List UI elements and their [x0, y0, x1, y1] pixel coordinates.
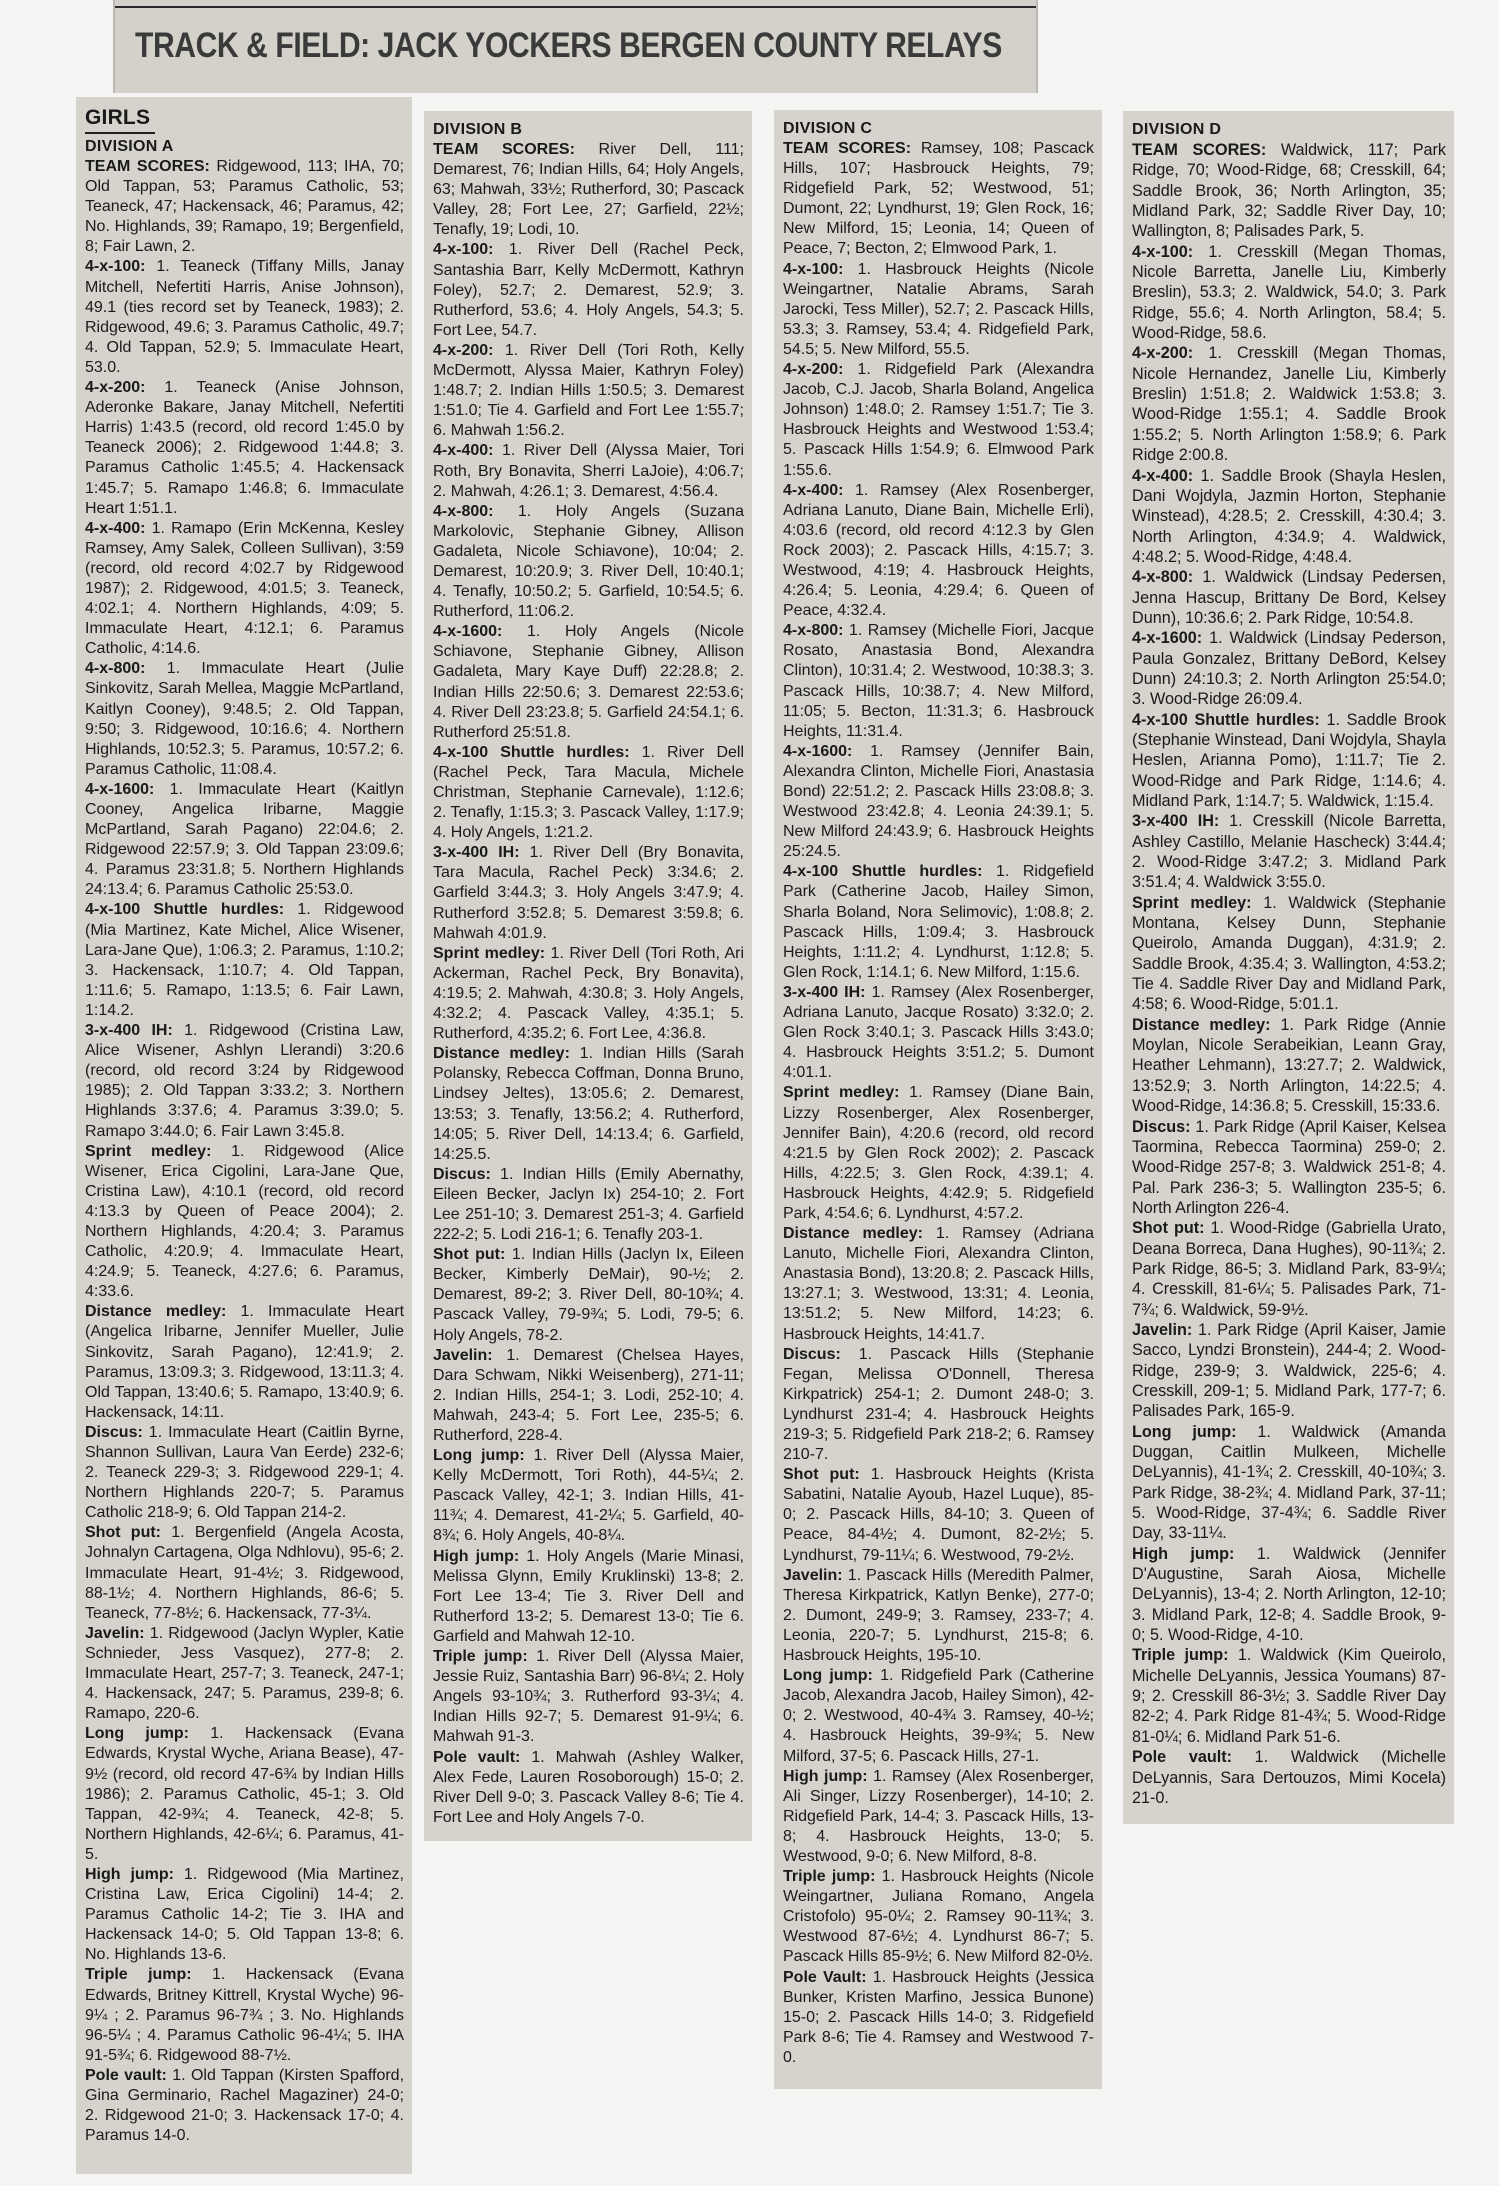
- event-results: 1. Bergenfield (Angela Acosta, Johnalyn Cartagena, Olga Ndhlovu), 95-6; 2. Immaculate Heart, 91-4½; 3. Ridgewood, 88-1½; 4. Northern Highlands, 86-6; 5. Teaneck, 77-8½; 6. Hackensack, 77-3¼.: [85, 1524, 404, 1622]
- result-entry: [783, 139, 1094, 260]
- event-label: 3-x-400 IH:: [85, 1022, 173, 1040]
- event-label: Javelin:: [1132, 1320, 1193, 1339]
- result-entry: [1132, 242, 1446, 344]
- event-results: 1. Ramsey (Alex Rosenberger, Adriana Lanuto, Diane Bain, Michelle Erli), 4:03.6 (record, old record 4:12.3 by Glen Rock 2003); 2. Pascack Hills, 4:15.7; 3. Westwood, 4:19; 4. Hasbrouck Heights, 4:26.4; 5. Leonia, 4:29.4; 6. Queen of Peace, 4:32.4.: [783, 481, 1094, 620]
- event-results: 1. Immaculate Heart (Julie Sinkovitz, Sarah Mellea, Maggie McPartland, Kaitlyn Cooney), 9:48.5; 2. Old Tappan, 9:50; 3. Ridgewood, 10:16.6; 4. Northern Highlands, 10:52.3; 5. Paramus, 10:57.2; 6. Paramus Catholic, 11:08.4.: [85, 660, 404, 778]
- event-label: 4-x-1600:: [1132, 629, 1203, 648]
- event-label: Javelin:: [433, 1346, 493, 1364]
- result-entry: [433, 140, 744, 240]
- event-results: 1. Mahwah (Ashley Walker, Alex Fede, Lauren Rosoborough) 15-0; 2. River Dell 9-0; 3. Pascack Valley 8-6; Tie 4. Fort Lee and Holy Angels 7-0.: [433, 1748, 745, 1826]
- event-label: 3-x-400 IH:: [783, 983, 866, 1001]
- result-entry: [85, 1965, 404, 2065]
- event-results: 1. Holy Angels (Marie Minasi, Melissa Glynn, Emily Kruklinski) 13-8; 2. Fort Lee 13-4; Tie 3. River Dell and Rutherford 13-2; 5. Demarest 13-0; Tie 6. Garfield and Mahwah 12-10.: [433, 1547, 744, 1645]
- event-label: 4-x-100 Shuttle hurdles:: [783, 863, 983, 881]
- event-results: 1. Ridgewood (Mia Martinez, Kate Michel, Alice Wisener, Lara-Jane Que), 1:06.3; 2. Paramus, 1:10.2; 3. Hackensack, 1:10.7; 4. Old Tappan, 1:11.6; 5. Ramapo, 1:13.5; 6. Fair Lawn, 1:14.2.: [85, 901, 404, 1019]
- result-entry: [1132, 1218, 1446, 1320]
- event-results: 1. River Dell (Alyssa Maier, Jessie Ruiz, Santashia Barr) 96-8¼; 2. Holy Angels 93-10¾; 3. Rutherford 93-3¼; 4. Indian Hills 92-7; 5. Demarest 91-9¼; 6. Mahwah 91-3.: [433, 1648, 745, 1746]
- result-entry: [1132, 343, 1446, 465]
- event-label: 4-x-200:: [85, 379, 146, 397]
- result-entry: [433, 341, 744, 441]
- event-results: 1. Saddle Brook (Shayla Heslen, Dani Wojdyla, Jazmin Horton, Stephanie Winstead), 4:28.5; 2. Cresskill, 4:30.4; 3. North Arlington, 4:34.9; 4. Waldwick, 4:48.2; 5. Wood-Ridge, 4:48.4.: [1132, 466, 1446, 566]
- headline-rule: [115, 6, 1036, 8]
- event-label: TEAM SCORES:: [433, 141, 575, 158]
- event-label: Distance medley:: [433, 1045, 570, 1063]
- result-entry: [783, 1867, 1094, 1967]
- result-entry: [783, 621, 1094, 742]
- result-entry: [783, 1345, 1094, 1466]
- result-entry: [1132, 466, 1446, 568]
- result-entry: [433, 1346, 744, 1446]
- result-entry: [783, 260, 1094, 360]
- result-entry: [1132, 1645, 1446, 1747]
- event-results: 1. Waldwick (Stephanie Montana, Kelsey Dunn, Stephanie Queirolo, Amanda Duggan), 4:31.9; 2. Saddle Brook, 4:35.4; 3. Wallington, 4:53.2; Tie 4. Saddle River Day and Midland Park, 4:58; 6. Wood-Ridge, 5:01.1.: [1132, 893, 1447, 1014]
- event-results: 1. Ridgefield Park (Alexandra Jacob, C.J. Jacob, Sharla Boland, Angelica Johnson) 1:48.0; 2. Ramsey 1:51.7; Tie 3. Hasbrouck Heights and Westwood 1:53.4; 5. Pascack Hills 1:54.9; 6. Elmwood Park 1:55.6.: [783, 361, 1094, 479]
- result-entry: [1132, 628, 1446, 709]
- event-label: Shot put:: [1132, 1219, 1205, 1238]
- result-entry: [1132, 1422, 1446, 1544]
- result-entry: [85, 157, 404, 257]
- event-results: 1. River Dell (Tori Roth, Kelly McDermott, Alyssa Maier, Kathryn Foley) 1:48.7; 2. Indian Hills 1:50.5; 3. Demarest 1:51.0; Tie 4. Garfield and Fort Lee 1:55.7; 6. Mahwah 1:56.2.: [433, 341, 744, 440]
- division-heading: DIVISION C: [783, 120, 873, 137]
- result-entry: [85, 1624, 404, 1724]
- section-rule: [85, 132, 155, 134]
- result-entry: [85, 2066, 404, 2146]
- result-entry: [783, 360, 1094, 481]
- event-results: 1. Cresskill (Megan Thomas, Nicole Hernandez, Janelle Liu, Kimberly Breslin) 1:51.8; 2. Waldwick 1:53.8; 3. Wood-Ridge 1:55.1; 4. Saddle Brook 1:55.2; 5. North Arlington 1:58.9; 6. Park Ridge 2:00.8.: [1132, 344, 1446, 465]
- result-entry: [85, 1302, 404, 1423]
- result-entry: [1132, 1544, 1446, 1646]
- event-results: Waldwick, 117; Park Ridge, 70; Wood-Ridge, 68; Cresskill, 64; Saddle Brook, 36; North Arlington, 35; Midland Park, 32; Saddle River Day, 10; Wallington, 8; Palisades Park, 5.: [1132, 141, 1446, 241]
- event-results: 1. Indian Hills (Jaclyn Ix, Eileen Becker, Kimberly DeMair), 90-½; 2. Demarest, 89-2; 3. River Dell, 80-10¾; 4. Pascack Valley, 79-9¾; 5. Lodi, 79-5; 6. Holy Angels, 78-2.: [433, 1246, 744, 1344]
- event-results: 1. Park Ridge (April Kaiser, Jamie Sacco, Lyndzi Bronstein), 244-4; 2. Wood-Ridge, 239-9; 3. Waldwick, 225-6; 4. Cresskill, 209-1; 5. Midland Park, 177-7; 6. Palisades Park, 165-9.: [1132, 1320, 1446, 1421]
- event-label: 4-x-1600:: [433, 623, 503, 641]
- division-b-column: [424, 111, 752, 1841]
- event-results: 1. Teaneck (Tiffany Mills, Janay Mitchell, Nefertiti Harris, Anise Johnson), 49.1 (ties record set by Teaneck, 1983); 2. Ridgewood, 49.6; 3. Paramus Catholic, 49.7; 4. Old Tappan, 52.9; 5. Immaculate Heart, 53.0.: [85, 258, 404, 376]
- result-entry: [433, 1165, 744, 1245]
- result-entry: [433, 1446, 744, 1546]
- event-results: 1. River Dell (Bry Bonavita, Tara Macula, Rachel Peck) 3:34.6; 2. Garfield 3:44.3; 3. Holy Angels 3:47.9; 4. Rutherford 3:52.8; 5. Demarest 3:59.8; 6. Mahwah 4:01.9.: [433, 844, 744, 942]
- result-entry: [433, 1245, 744, 1345]
- event-results: 1. Cresskill (Nicole Barretta, Ashley Castillo, Melanie Hascheck) 3:44.4; 2. Wood-Ridge 3:47.2; 3. Midland Park 3:51.4; 4. Waldwick 3:55.0.: [1132, 812, 1446, 892]
- result-entry: [85, 1865, 404, 1965]
- result-entry: [783, 1666, 1094, 1766]
- event-results: 1. Ridgewood (Cristina Law, Alice Wisener, Ashlyn Llerandi) 3:20.6 (record, old record 3:24 by Ridgewood 1985); 2. Old Tappan 3:33.2; 3. Northern Highlands 3:37.6; 4. Paramus 3:39.0; 5. Ramapo 3:44.0; 6. Fair Lawn 3:45.8.: [85, 1022, 405, 1140]
- event-label: Sprint medley:: [433, 944, 546, 962]
- event-label: Long jump:: [433, 1447, 525, 1465]
- event-label: 4-x-400:: [1132, 466, 1194, 485]
- event-label: 4-x-800:: [1132, 568, 1194, 587]
- result-entry: [433, 1044, 744, 1165]
- result-entry: [433, 441, 744, 501]
- event-results: 1. Hackensack (Evana Edwards, Krystal Wyche, Ariana Bease), 47-9½ (record, old record 47-6¾ by Indian Hills 1986); 2. Paramus Catholic, 45-1; 3. Old Tappan, 42-9¾; 4. Teaneck, 42-8; 5. Northern Highlands, 42-6¼; 6. Paramus, 41-5.: [85, 1725, 404, 1863]
- result-entry: [1132, 811, 1446, 892]
- event-results: 1. Ramsey (Michelle Fiori, Jacque Rosato, Anastasia Bond, Alexandra Clinton), 10:31.4; 2. Westwood, 10:38.3; 3. Pascack Hills, 10:38.7; 4. New Milford, 11:05; 5. Becton, 11:31.3; 6. Hasbrouck Heights, 11:31.4.: [783, 622, 1094, 740]
- event-results: 1. River Dell (Rachel Peck, Tara Macula, Michele Christman, Stephanie Carnevale), 1:12.6; 2. Tenafly, 1:15.3; 3. Pascack Valley, 1:17.9; 4. Holy Angels, 1:21.2.: [433, 743, 744, 842]
- event-label: Discus:: [1132, 1117, 1191, 1136]
- event-label: Long jump:: [783, 1667, 873, 1685]
- event-label: Sprint medley:: [783, 1084, 900, 1102]
- event-results: 1. Waldwick (Kim Queirolo, Michelle DeLyannis, Jessica Youmans) 87-9; 2. Cresskill 86-3½; 3. Saddle River Day 82-2; 4. Park Ridge 81-4¾; 5. Wood-Ridge 81-0¼; 6. Midland Park 51-6.: [1132, 1646, 1446, 1746]
- result-entry: [783, 983, 1094, 1083]
- event-results: 1. Waldwick (Lindsay Pederson, Paula Gonzalez, Brittany DeBord, Kelsey Dunn) 24:10.3; 2. North Arlington 25:54.0; 3. Wood-Ridge 26:09.4.: [1132, 629, 1446, 709]
- event-label: 4-x-1600:: [783, 742, 853, 760]
- division-heading: DIVISION D: [1132, 121, 1222, 138]
- event-results: 1. Immaculate Heart (Angelica Iribarne, Jennifer Mueller, Julie Sinkovitz, Sarah Pagano), 12:41.9; 2. Paramus, 13:09.3; 3. Ridgewood, 13:11.3; 4. Old Tappan, 13:40.6; 5. Ramapo, 13:40.9; 6. Hackensack, 14:11.: [85, 1303, 405, 1421]
- event-results: 1. Pascack Hills (Meredith Palmer, Theresa Kirkpatrick, Katlyn Benke), 277-0; 2. Dumont, 249-9; 3. Ramsey, 233-7; 4. Leonia, 220-7; 5. Lyndhurst, 215-8; 6. Hasbrouck Heights, 195-10.: [783, 1566, 1094, 1665]
- result-entry: [85, 257, 404, 378]
- result-entry: [783, 1968, 1094, 2068]
- event-results: 1. Wood-Ridge (Gabriella Urato, Deana Borreca, Dana Hughes), 90-11¾; 2. Park Ridge, 86-5; 3. Midland Park, 83-9¼; 4. Cresskill, 81-6¼; 5. Palisades Park, 71-7¾; 6. Waldwick, 59-9½.: [1132, 1219, 1446, 1319]
- result-entry: [85, 1021, 404, 1142]
- event-label: Discus:: [433, 1165, 491, 1183]
- event-results: 1. Hackensack (Evana Edwards, Britney Kittrell, Krystal Wyche) 96-9¼ ; 2. Paramus 96-7¾ ; 3. No. Highlands 96-5¼ ; 4. Paramus Catholic 96-4¼; 5. IHA 91-5¾; 6. Ridgewood 88-7½.: [85, 1966, 404, 2064]
- result-entry: [1132, 1015, 1446, 1117]
- event-label: Sprint medley:: [1132, 893, 1252, 912]
- result-entry: [783, 742, 1094, 863]
- event-label: Triple jump:: [783, 1868, 876, 1886]
- event-label: Long jump:: [85, 1725, 189, 1743]
- result-entry: [85, 1724, 404, 1865]
- result-entry: [433, 843, 744, 943]
- result-entry: [1132, 1320, 1446, 1422]
- event-label: 4-x-1600:: [85, 780, 155, 798]
- event-label: Javelin:: [783, 1566, 843, 1584]
- event-results: 1. Waldwick (Jennifer D'Augustine, Sarah Aiosa, Michelle DeLyannis), 13-4; 2. North Arlington, 12-10; 3. Midland Park, 12-8; 4. Saddle Brook, 9-0; 5. Wood-Ridge, 4-10.: [1132, 1544, 1446, 1645]
- headline-clipping: [113, 0, 1038, 93]
- result-entry: [783, 481, 1094, 622]
- event-results: 1. Immaculate Heart (Caitlin Byrne, Shannon Sullivan, Laura Van Eerde) 232-6; 2. Teaneck 229-3; 3. Ridgewood 229-1; 4. Northern Highlands 220-7; 5. Paramus Catholic 218-9; 6. Old Tappan 214-2.: [85, 1423, 404, 1522]
- division-a-column: [76, 97, 412, 2174]
- result-entry: [85, 900, 404, 1021]
- event-label: 3-x-400 IH:: [433, 844, 520, 862]
- result-entry: [783, 1566, 1094, 1666]
- event-label: 4-x-200:: [433, 341, 494, 359]
- event-label: Triple jump:: [85, 1966, 192, 1984]
- event-results: 1. Indian Hills (Sarah Polansky, Rebecca Coffman, Donna Bruno, Lindsey Jeltes), 13:05.6; 2. Demarest, 13:53; 3. Tenafly, 13:56.2; 4. Rutherford, 14:05; 5. River Dell, 14:13.4; 6. Garfield, 14:25.5.: [433, 1045, 745, 1163]
- event-results: 1. River Dell (Alyssa Maier, Tori Roth, Bry Bonavita, Sherri LaJoie), 4:06.7; 2. Mahwah, 4:26.1; 3. Demarest, 4:56.4.: [433, 442, 744, 500]
- division-c-column: [774, 110, 1102, 2089]
- event-results: 1. Hasbrouck Heights (Nicole Weingartner, Juliana Romano, Angela Cristofolo) 95-0¼; 2. Ramsey 90-11¾; 3. Westwood 87-6½; 4. Lyndhurst 86-7; 5. Pascack Hills 85-9½; 6. New Milford 82-0½.: [783, 1868, 1095, 1966]
- event-results: 1. Hasbrouck Heights (Jessica Bunker, Kristen Marfino, Jessica Bunone) 15-0; 2. Pascack Hills 14-0; 3. Ridgefield Park 8-6; Tie 4. Ramsey and Westwood 7-0.: [783, 1968, 1094, 2066]
- event-results: 1. Ramsey (Alex Rosenberger, Ali Singer, Lizzy Rosenberger), 14-10; 2. Ridgefield Park, 14-4; 3. Pascack Hills, 13-8; 4. Hasbrouck Heights, 13-0; 5. Westwood, 9-0; 6. New Milford, 8-8.: [783, 1767, 1094, 1865]
- result-entry: [783, 1224, 1094, 1345]
- result-entry: [85, 659, 404, 780]
- event-label: Distance medley:: [783, 1225, 923, 1243]
- event-results: 1. Immaculate Heart (Kaitlyn Cooney, Angelica Iribarne, Maggie McPartland, Sarah Pagano) 22:04.6; 2. Ridgewood 22:57.9; 3. Old Tappan 23:09.6; 4. Paramus 23:31.8; 5. Northern Highlands 24:13.4; 6. Paramus Catholic 25:53.0.: [85, 780, 404, 899]
- event-results: 1. Holy Angels (Nicole Schiavone, Stephanie Gibney, Allison Gadaleta, Mary Kaye Duff) 22:28.8; 2. Indian Hills 22:50.6; 3. Demarest 22:53.6; 4. River Dell 23:23.8; 5. Garfield 24:54.1; 6. Rutherford 25:51.8.: [433, 623, 744, 741]
- event-label: Shot put:: [85, 1524, 162, 1542]
- event-label: 4-x-100:: [85, 258, 146, 276]
- event-label: 4-x-800:: [85, 660, 146, 678]
- result-entry: [783, 1465, 1094, 1565]
- event-results: 1. Ridgefield Park (Catherine Jacob, Hailey Simon, Sharla Boland, Nora Selimovic), 1:08.8; 2. Pascack Hills, 1:09.4; 3. Hasbrouck Heights, 1:11.2; 4. Lyndhurst, 1:12.8; 5. Glen Rock, 1:14.1; 6. New Milford, 1:15.6.: [783, 863, 1095, 981]
- event-results: 1. Waldwick (Lindsay Pedersen, Jenna Hascup, Brittany De Bord, Kelsey Dunn), 10:36.6; 2. Park Ridge, 10:54.8.: [1132, 568, 1446, 627]
- event-label: Triple jump:: [433, 1648, 528, 1666]
- result-entry: [433, 944, 744, 1044]
- event-results: 1. Ramsey (Diane Bain, Lizzy Rosenberger, Alex Rosenberger, Jennifer Bain), 4:20.6 (record, old record 4:21.5 by Glen Rock 2002); 2. Pascack Hills, 4:22.5; 3. Glen Rock, 4:39.1; 4. Hasbrouck Heights, 4:42.9; 5. Ridgefield Park, 4:54.6; 6. Lyndhurst, 4:57.2.: [783, 1084, 1095, 1222]
- event-label: 4-x-400:: [783, 481, 844, 499]
- event-label: Sprint medley:: [85, 1142, 212, 1160]
- result-entry: [85, 1423, 404, 1523]
- result-entry: [85, 519, 404, 660]
- event-label: Distance medley:: [1132, 1015, 1271, 1034]
- event-label: 4-x-800:: [433, 502, 494, 520]
- event-results: 1. Demarest (Chelsea Hayes, Dara Schwam, Nikki Weisenberg), 271-11; 2. Indian Hills, 254-1; 3. Lodi, 252-10; 4. Mahwah, 243-4; 5. Fort Lee, 235-5; 6. Rutherford, 228-4.: [433, 1346, 744, 1444]
- event-label: High jump:: [85, 1865, 175, 1883]
- event-label: 4-x-100:: [1132, 242, 1194, 261]
- result-entry: [433, 502, 744, 623]
- event-results: 1. Ridgewood (Mia Martinez, Cristina Law, Erica Cigolini) 14-4; 2. Paramus Catholic 14-2; Tie 3. IHA and Hackensack 14-0; 5. Old Tappan 13-8; 6. No. Highlands 13-6.: [85, 1865, 404, 1964]
- event-label: Javelin:: [85, 1624, 145, 1642]
- event-label: 4-x-400:: [433, 442, 494, 460]
- event-label: 3-x-400 IH:: [1132, 812, 1220, 831]
- girls-section-heading: GIRLS: [85, 106, 151, 129]
- event-label: Pole vault:: [433, 1748, 521, 1766]
- event-results: 1. Indian Hills (Emily Abernathy, Eileen Becker, Jaclyn Ix) 254-10; 2. Fort Lee 251-10; 3. Demarest 251-3; 4. Garfield 222-2; 5. Lodi 216-1; 6. Tenafly 203-1.: [433, 1165, 744, 1244]
- result-entry: [433, 240, 744, 340]
- headline-title: TRACK & FIELD: JACK YOCKERS BERGEN COUNTY RELAYS: [135, 26, 1002, 65]
- event-results: 1. Ridgefield Park (Catherine Jacob, Alexandra Jacob, Hailey Simon), 42-0; 2. Westwood, 40-4¾ 3. Ramsey, 40-½; 4. Hasbrouck Heights, 39-9¾; 5. New Milford, 37-5; 6. Pascack Hills, 27-1.: [783, 1667, 1094, 1765]
- event-label: TEAM SCORES:: [783, 140, 912, 157]
- result-entry: [433, 1647, 744, 1747]
- event-results: 1. Cresskill (Megan Thomas, Nicole Barretta, Janelle Liu, Kimberly Breslin), 53.3; 2. Waldwick, 54.0; 3. Park Ridge, 55.6; 4. North Arlington, 58.4; 5. Wood-Ridge, 58.6.: [1132, 242, 1446, 343]
- event-results: 1. Waldwick (Michelle DeLyannis, Sara Dertouzos, Mimi Kocela) 21-0.: [1132, 1748, 1446, 1807]
- division-heading: DIVISION A: [85, 138, 174, 155]
- event-results: 1. Ramsey (Alex Rosenberger, Adriana Lanuto, Jacque Rosato) 3:32.0; 2. Glen Rock 3:40.1; 3. Pascack Hills 3:43.0; 4. Hasbrouck Heights 3:51.2; 5. Dumont 4:01.1.: [783, 983, 1095, 1082]
- event-results: 1. Teaneck (Anise Johnson, Aderonke Bakare, Janay Mitchell, Nefertiti Harris) 1:43.5 (record, old record 1:45.0 by Teaneck 2006); 2. Ridgewood 1:44.8; 3. Paramus Catholic 1:45.5; 4. Hackensack 1:45.7; 5. Ramapo 1:46.8; 6. Immaculate Heart 1:51.1.: [85, 379, 404, 517]
- event-label: High jump:: [783, 1767, 868, 1785]
- result-entry: [433, 743, 744, 843]
- event-results: 1. Ramsey (Jennifer Bain, Alexandra Clinton, Michelle Fiori, Anastasia Bond) 22:51.2; 2. Pascack Hills 23:08.8; 3. Westwood 23:42.8; 4. Leonia 24:39.1; 5. New Milford 24:43.9; 6. Hasbrouck Heights 25:24.5.: [783, 742, 1094, 861]
- event-results: 1. River Dell (Tori Roth, Ari Ackerman, Rachel Peck, Bry Bonavita), 4:19.5; 2. Mahwah, 4:30.8; 3. Holy Angels, 4:32.2; 4. Pascack Valley, 4:35.1; 5. Rutherford, 4:35.2; 6. Fort Lee, 4:36.8.: [433, 944, 744, 1043]
- result-entry: [1132, 1117, 1446, 1219]
- event-results: Ridgewood, 113; IHA, 70; Old Tappan, 53; Paramus Catholic, 53; Teaneck, 47; Hackensack, 46; Paramus, 42; No. Highlands, 39; Ramapo, 19; Bergenfield, 8; Fair Lawn, 2.: [85, 158, 405, 256]
- event-results: 1. Ridgewood (Jaclyn Wypler, Katie Schnieder, Jess Vasquez), 277-8; 2. Immaculate Heart, 257-7; 3. Teaneck, 247-1; 4. Hackensack, 247; 5. Paramus, 239-8; 6. Ramapo, 220-6.: [85, 1624, 404, 1723]
- event-label: 4-x-100 Shuttle hurdles:: [1132, 710, 1320, 729]
- event-results: 1. River Dell (Rachel Peck, Santashia Barr, Kelly McDermott, Kathryn Foley), 52.7; 2. Demarest, 52.9; 3. Rutherford, 53.6; 4. Holy Angels, 54.3; 5. Fort Lee, 54.7.: [433, 241, 744, 339]
- event-results: 1. Park Ridge (Annie Moylan, Nicole Serabeikian, Leann Gray, Heather Lehmann), 13:27.7; 2. Waldwick, 13:52.9; 3. North Arlington, 14:22.5; 4. Wood-Ridge, 14:36.8; 5. Cresskill, 15:33.6.: [1132, 1015, 1446, 1116]
- event-results: 1. Pascack Hills (Stephanie Fegan, Melissa O'Donnell, Theresa Kirkpatrick) 254-1; 2. Dumont 248-0; 3. Lyndhurst 231-4; 4. Hasbrouck Heights 219-3; 5. Ridgefield Park 218-2; 6. Ramsey 210-7.: [783, 1345, 1094, 1464]
- result-entry: [433, 1748, 744, 1828]
- result-entry: [433, 1547, 744, 1647]
- event-results: Ramsey, 108; Pascack Hills, 107; Hasbrouck Heights, 79; Ridgefield Park, 52; Westwood, 51; Dumont, 22; Lyndhurst, 19; Glen Rock, 16; New Milford, 15; Leonia, 14; Queen of Peace, 7; Becton, 2; Elmwood Park, 1.: [783, 140, 1094, 258]
- event-results: 1. Park Ridge (April Kaiser, Kelsea Taormina, Rebecca Taormina) 259-0; 2. Wood-Ridge 257-8; 3. Waldwick 251-8; 4. Pal. Park 236-3; 5. Wallington 235-5; 6. North Arlington 226-4.: [1132, 1117, 1446, 1217]
- division-d-column: [1123, 111, 1454, 1824]
- event-label: Triple jump:: [1132, 1646, 1229, 1665]
- event-results: 1. Saddle Brook (Stephanie Winstead, Dani Wojdyla, Shayla Heslen, Arianna Pomo), 1:11.7; Tie 2. Wood-Ridge and Park Ridge, 1:14.6; 4. Midland Park, 1:14.7; 5. Waldwick, 1:15.4.: [1132, 710, 1446, 810]
- result-entry: [85, 1523, 404, 1623]
- result-entry: [783, 1083, 1094, 1224]
- result-entry: [1132, 567, 1446, 628]
- event-label: Pole vault:: [85, 2066, 167, 2084]
- result-entry: [85, 378, 404, 519]
- event-results: 1. Ramapo (Erin McKenna, Kesley Ramsey, Amy Salek, Colleen Sullivan), 3:59 (record, old record 4:02.7 by Ridgewood 1987); 2. Ridgewood, 4:01.5; 3. Teaneck, 4:02.1; 4. Northern Highlands, 4:09; 5. Immaculate Heart, 4:12.1; 6. Paramus Catholic, 4:14.6.: [85, 519, 404, 658]
- event-label: TEAM SCORES:: [1132, 141, 1267, 159]
- result-entry: [783, 862, 1094, 983]
- event-results: 1. Ramsey (Adriana Lanuto, Michelle Fiori, Alexandra Clinton, Anastasia Bond), 13:20.8; 2. Pascack Hills, 13:27.1; 3. Westwood, 13:31; 4. Leonia, 13:51.2; 5. New Milford, 14:23; 6. Hasbrouck Heights, 14:41.7.: [783, 1225, 1094, 1343]
- division-heading: DIVISION B: [433, 121, 523, 138]
- event-label: 4-x-400:: [85, 519, 146, 537]
- event-label: 4-x-800:: [783, 622, 844, 640]
- event-results: 1. Hasbrouck Heights (Krista Sabatini, Natalie Ayoub, Hazel Luque), 85-0; 2. Pascack Hills, 84-10; 3. Queen of Peace, 84-4½; 4. Dumont, 82-2½; 5. Lyndhurst, 79-11¼; 6. Westwood, 79-2½.: [783, 1466, 1095, 1564]
- result-entry: [1132, 710, 1446, 812]
- event-label: 4-x-100 Shuttle hurdles:: [85, 901, 285, 919]
- event-label: 4-x-100:: [433, 241, 494, 259]
- result-entry: [85, 1142, 404, 1303]
- event-label: 4-x-200:: [783, 361, 844, 379]
- event-label: Discus:: [783, 1345, 841, 1363]
- event-results: 1. Waldwick (Amanda Duggan, Caitlin Mulkeen, Michelle DeLyannis), 41-1¾; 2. Cresskill, 40-10¾; 3. Park Ridge, 38-2¾; 4. Midland Park, 37-11; 5. Wood-Ridge, 37-4¾; 6. Saddle River Day, 33-11¼.: [1132, 1422, 1447, 1543]
- result-entry: [433, 622, 744, 743]
- event-label: Distance medley:: [85, 1303, 227, 1321]
- event-results: 1. River Dell (Alyssa Maier, Kelly McDermott, Tori Roth), 44-5¼; 2. Pascack Valley, 42-1; 3. Indian Hills, 41-11¾; 4. Demarest, 41-2¼; 5. Garfield, 40-8¾; 6. Holy Angels, 40-8¼.: [433, 1447, 744, 1545]
- result-entry: [1132, 1747, 1446, 1808]
- event-label: High jump:: [1132, 1544, 1235, 1563]
- event-results: 1. Old Tappan (Kirsten Spafford, Gina Germinario, Rachel Magaziner) 24-0; 2. Ridgewood 21-0; 3. Hackensack 17-0; 4. Paramus 14-0.: [85, 2066, 405, 2145]
- event-label: 4-x-100:: [783, 260, 844, 278]
- event-results: 1. Holy Angels (Suzana Markolovic, Stephanie Gibney, Allison Gadaleta, Nicole Schiavone), 10:04; 2. Demarest, 10:20.9; 3. River Dell, 10:40.1; 4. Tenafly, 10:50.2; 5. Garfield, 10:54.5; 6. Rutherford, 11:06.2.: [433, 502, 744, 621]
- event-label: Pole Vault:: [783, 1968, 867, 1986]
- event-label: Shot put:: [783, 1466, 860, 1484]
- result-entry: [1132, 893, 1446, 1015]
- event-label: 4-x-100 Shuttle hurdles:: [433, 743, 630, 761]
- result-entry: [1132, 140, 1446, 242]
- result-entry: [783, 1767, 1094, 1867]
- event-label: Long jump:: [1132, 1422, 1237, 1441]
- event-results: 1. Hasbrouck Heights (Nicole Weingartner, Natalie Abrams, Sarah Jarocki, Tess Miller), 52.7; 2. Pascack Hills, 53.3; 3. Ramsey, 53.4; 4. Ridgefield Park, 54.5; 5. New Milford, 55.5.: [783, 260, 1094, 358]
- result-entry: [85, 780, 404, 901]
- event-results: River Dell, 111; Demarest, 76; Indian Hills, 64; Holy Angels, 63; Mahwah, 33½; Rutherford, 30; Pascack Valley, 28; Fort Lee, 27; Garfield, 22½; Tenafly, 19; Lodi, 10.: [433, 141, 744, 239]
- event-results: 1. Ridgewood (Alice Wisener, Erica Cigolini, Lara-Jane Que, Cristina Law), 4:10.1 (record, old record 4:13.3 by Queen of Peace 2004); 2. Northern Highlands, 4:20.4; 3. Paramus Catholic, 4:20.9; 4. Immaculate Heart, 4:24.9; 5. Teaneck, 4:27.6; 6. Paramus, 4:33.6.: [85, 1142, 404, 1301]
- event-label: Pole vault:: [1132, 1748, 1233, 1767]
- event-label: TEAM SCORES:: [85, 158, 210, 175]
- event-label: 4-x-200:: [1132, 344, 1194, 363]
- event-label: Shot put:: [433, 1246, 506, 1264]
- event-label: High jump:: [433, 1547, 520, 1565]
- event-label: Discus:: [85, 1423, 143, 1441]
